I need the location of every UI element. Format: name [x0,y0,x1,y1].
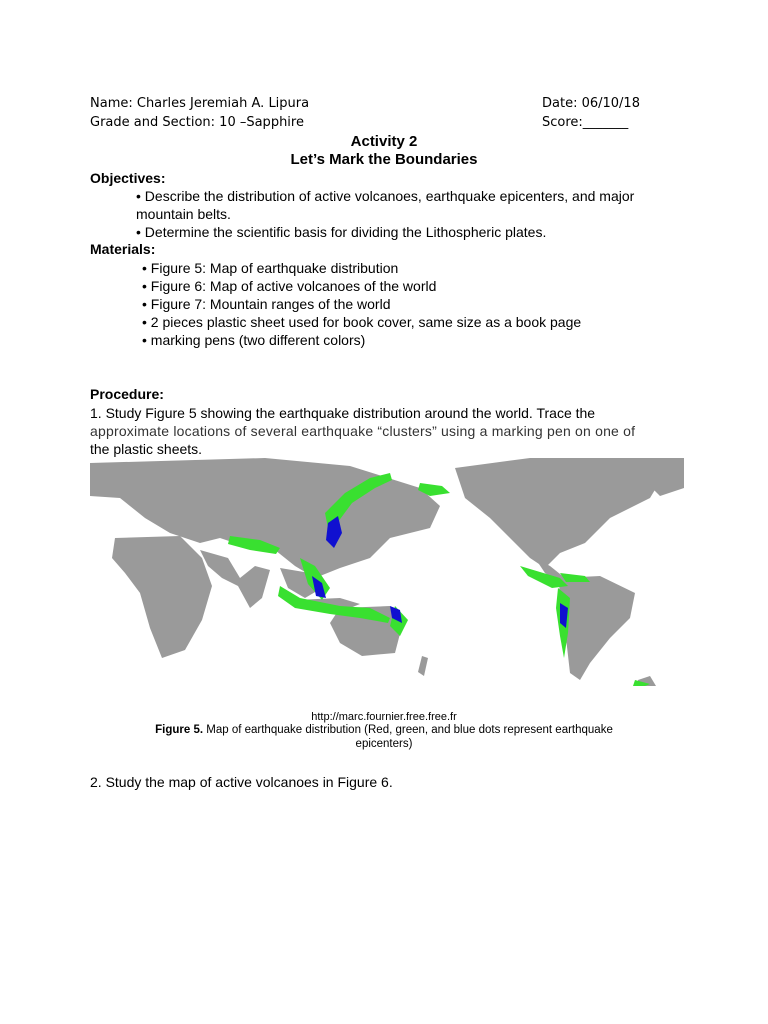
materials-heading: Materials: [90,241,156,257]
earthquake-distribution-map [90,458,684,686]
procedure-step1-line: approximate locations of several earthquake “clusters” using a marking pen on one of [90,423,636,439]
figure-caption-text2: epicenters) [355,738,413,750]
objectives-heading: Objectives: [90,170,166,186]
objective-item: • Determine the scientific basis for dividing the Lithospheric plates. [136,224,547,240]
material-item: • Figure 5: Map of earthquake distribution [142,260,399,276]
material-item: • 2 pieces plastic sheet used for book cover, same size as a book page [142,314,582,330]
figure-source: http://marc.fournier.free.free.fr [311,711,457,723]
objective-item: • Describe the distribution of active volcanoes, earthquake epicenters, and major [136,188,635,204]
material-item: • Figure 6: Map of active volcanoes of the world [142,278,437,294]
procedure-step1-line: 1. Study Figure 5 showing the earthquake distribution around the world. Trace the [90,405,596,421]
material-item: • marking pens (two different colors) [142,332,366,348]
figure-caption-text: Map of earthquake distribution (Red, green, and blue dots represent earthquake [203,724,613,736]
grade-section: Grade and Section: 10 –Sapphire [90,115,304,130]
procedure-heading: Procedure: [90,386,164,402]
procedure-step1-line: the plastic sheets. [90,441,203,457]
procedure-step2: 2. Study the map of active volcanoes in Figure 6. [90,774,393,790]
score: Score:_______ [542,115,629,130]
date: Date: 06/10/18 [542,96,640,111]
activity-title: Activity 2 [350,133,418,150]
activity-subtitle: Let’s Mark the Boundaries [290,151,478,168]
figure-label: Figure 5. [155,724,204,736]
student-name: Name: Charles Jeremiah A. Lipura [90,96,310,111]
material-item: • Figure 7: Mountain ranges of the world [142,296,391,312]
objective-item: mountain belts. [136,206,231,222]
figure-caption [104,723,664,751]
